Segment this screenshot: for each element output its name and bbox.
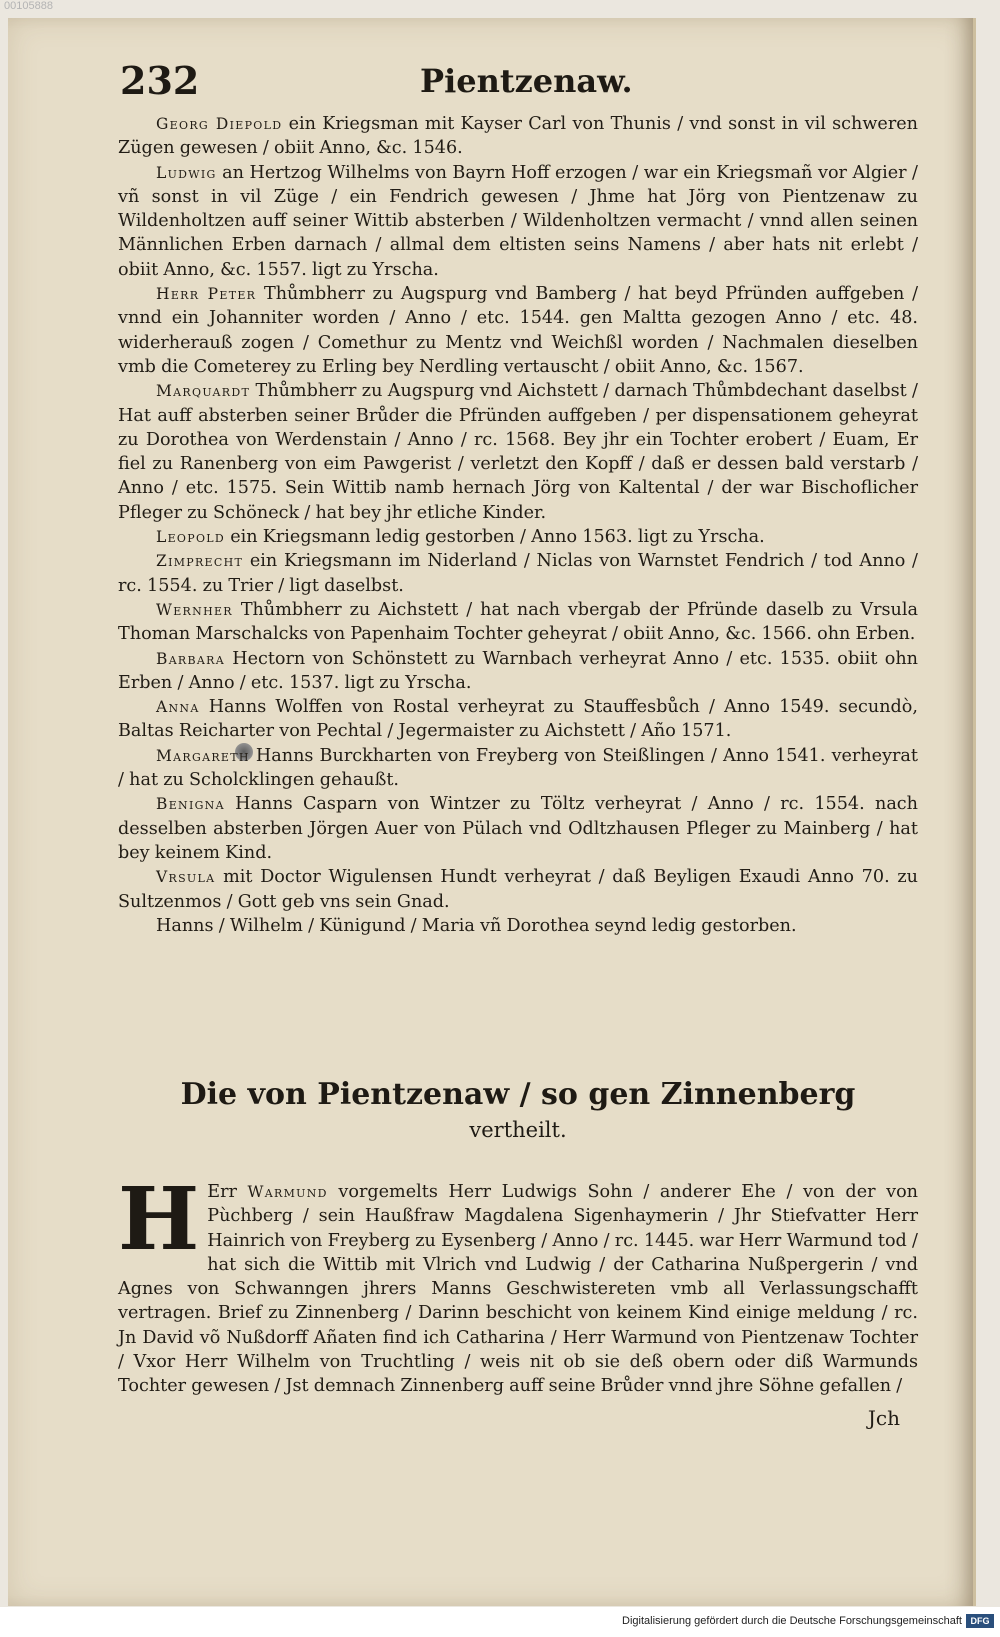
entry-name: Vrsula <box>156 868 216 887</box>
section-title: Die von Pientzenaw / so gen Zinnenberg <box>180 1077 856 1112</box>
entry-text: Thůmbherr zu Augspurg vnd Aichstett / darnach Thůmbdechant daselbst / Hat auff absterben seiner Brůder die Pfründen auffgeben / per dispensationem geheyrat zu Dorothea von Werdenstain / Anno / rc. 1568. Bey jhr ein Tochter erobert / Euam, Er fiel zu Ranenberg von eim Pawgerist / verletzt den Kopff / daß er dessen bald verstarb / Anno / etc. 1575. Sein Wittib namb hernach Jörg von Kaltental / der war Bischoflicher Pfleger zu Schöneck / hat bey jhr etliche Kinder. <box>118 381 918 523</box>
body-paragraph <box>118 1169 918 1399</box>
entry-margareth <box>118 744 918 793</box>
entry-vrsula <box>118 865 918 914</box>
catchword: Jch <box>867 1406 900 1430</box>
entry-text: Hanns Casparn von Wintzer zu Töltz verheyrat / Anno / rc. 1554. nach desselben absterben Jörgen Auer von Pülach vnd Odltzhausen Pfleger zu Mainberg / hat bey keinem Kind. <box>118 794 918 863</box>
entry-text: an Hertzog Wilhelms von Bayrn Hoff erzogen / war ein Kriegsmañ vor Algier / vñ sonst in vil Züge / ein Fendrich gewesen / Jhme hat Jörg von Pientzenaw zu Wildenholtzen auff seiner Wittib absterben / Wildenholtzen vermacht / vnnd allen seinen Männlichen Erben darnach / allmal dem eltisten seins Namens / aber hats nit erlebt / obiit Anno, &c. 1557. ligt zu Yrscha. <box>118 162 918 280</box>
entry-text: mit Doctor Wigulensen Hundt verheyrat / daß Beyligen Exaudi Anno 70. zu Sultzenmos / Gott geb vns sein Gnad. <box>118 867 918 912</box>
entry-georg-diepold <box>118 112 918 161</box>
entry-text: Hectorn von Schönstett zu Warnbach verheyrat Anno / etc. 1535. obiit ohn Erben / Anno / etc. 1537. ligt zu Yrscha. <box>118 648 918 693</box>
footer-bar <box>0 1607 1000 1637</box>
entry-name: Barbara <box>156 649 225 668</box>
entry-text: Thůmbherr zu Augspurg vnd Bamberg / hat beyd Pfründen auffgeben / vnnd ein Johanniter worden / Anno / etc. 1544. gen Maltta gezogen Anno / etc. 48. widerherauß zogen / Comethur zu Mentz vnd Weichßl worden / Nachmalen dieselben vmb die Cometerey zu Erling bey Nerdling vertauscht / obiit Anno, &c. 1567. <box>118 284 918 377</box>
page-number: 232 <box>120 58 200 103</box>
entry-wernher <box>118 598 918 647</box>
entry-leopold <box>118 525 918 549</box>
footer-credit: Digitalisierung gefördert durch die Deutsche Forschungsgemeinschaft <box>622 1615 962 1627</box>
entry-name: Margareth <box>156 746 250 765</box>
entry-name: Marquardt <box>156 382 251 401</box>
entry-text: Hanns Wolffen von Rostal verheyrat zu Stauffesbůch / Anno 1549. secundò, Baltas Reicharter von Pechtal / Jegermaister zu Aichstett / Año 1571. <box>118 697 918 742</box>
entry-zimprecht <box>118 549 918 598</box>
entry-text: Thůmbherr zu Aichstett / hat nach vbergab der Pfründe daselb zu Vrsula Thoman Marschalcks von Papenhaim Tochter geheyrat / obiit Anno, &c. 1566. ohn Erben. <box>118 599 918 645</box>
entry-name: Herr Peter <box>156 285 257 304</box>
final-line: Hanns / Wilhelm / Künigund / Maria vñ Dorothea seynd ledig gestorben. <box>156 915 797 936</box>
entry-text: ein Kriegsmann im Niderland / Niclas von Warnstet Fendrich / tod Anno / rc. 1554. zu Trier / ligt daselbst. <box>118 551 918 596</box>
entry-name: Zimprecht <box>156 552 244 571</box>
entry-marquardt <box>118 379 918 525</box>
page-header <box>120 58 920 108</box>
entry-barbara <box>118 647 918 696</box>
entry-text: Hanns Burckharten von Freyberg von Steißlingen / Anno 1541. verheyrat / hat zu Scholcklingen gehaußt. <box>118 745 918 791</box>
entry-benigna <box>118 792 918 865</box>
entry-ludwig <box>118 161 918 282</box>
genealogy-entries <box>118 112 918 938</box>
body-name: Warmund <box>247 1183 328 1201</box>
entry-name: Wernher <box>156 600 233 619</box>
entry-name: Anna <box>156 698 200 717</box>
entry-peter <box>118 282 918 379</box>
entry-text: ein Kriegsman mit Kayser Carl von Thunis / vnd sonst in vil schweren Zügen gewesen / obiit Anno, &c. 1546. <box>118 114 918 159</box>
entry-name: Georg Diepold <box>156 115 283 133</box>
entry-text: ein Kriegsmann ledig gestorben / Anno 1563. ligt zu Yrscha. <box>230 527 765 548</box>
section-subtitle: vertheilt. <box>469 1118 567 1142</box>
section-body <box>118 1169 918 1399</box>
entry-anna <box>118 695 918 744</box>
body-text: vorgemelts Herr Ludwigs Sohn / anderer Ehe / von der von Pùchberg / sein Haußfraw Magdalena Sigenhaymerin / Jhr Stiefvatter Herr Hainrich von Freyberg zu Eysenberg / Anno / rc. 1445. war Herr Warmund tod / hat sich die Wittib mit Vlrich vnd Ludwig / der Catharina Nußpergerin / vnd Agnes von Schwanngen jhrers Manns Geschwistereten vmb all Verlassungschafft vertragen. Brief zu Zinnenberg / Darinn beschicht von keinem Kind einige meldung / rc. Jn David võ Nußdorff Añaten find ich Catharina / Herr Warmund von Pientzenaw Tochter / Vxor Herr Wilhelm von Truchtling / weis nit ob sie deß obern oder diß Warmunds Tochter gewesen / Jst demnach Zinnenberg auff seine Brůder vnnd jhre Söhne gefallen / <box>118 1182 918 1397</box>
dfg-logo-icon: DFG <box>966 1614 994 1628</box>
entry-name: Leopold <box>156 528 225 547</box>
scan-id: 00105888 <box>4 0 53 12</box>
section-heading <box>118 1075 918 1145</box>
body-lead: Err <box>207 1182 237 1202</box>
entry-name: Ludwig <box>156 163 217 182</box>
entry-name: Benigna <box>156 795 225 814</box>
drop-cap: H <box>118 1169 200 1270</box>
running-head: Pientzenaw. <box>420 62 633 100</box>
